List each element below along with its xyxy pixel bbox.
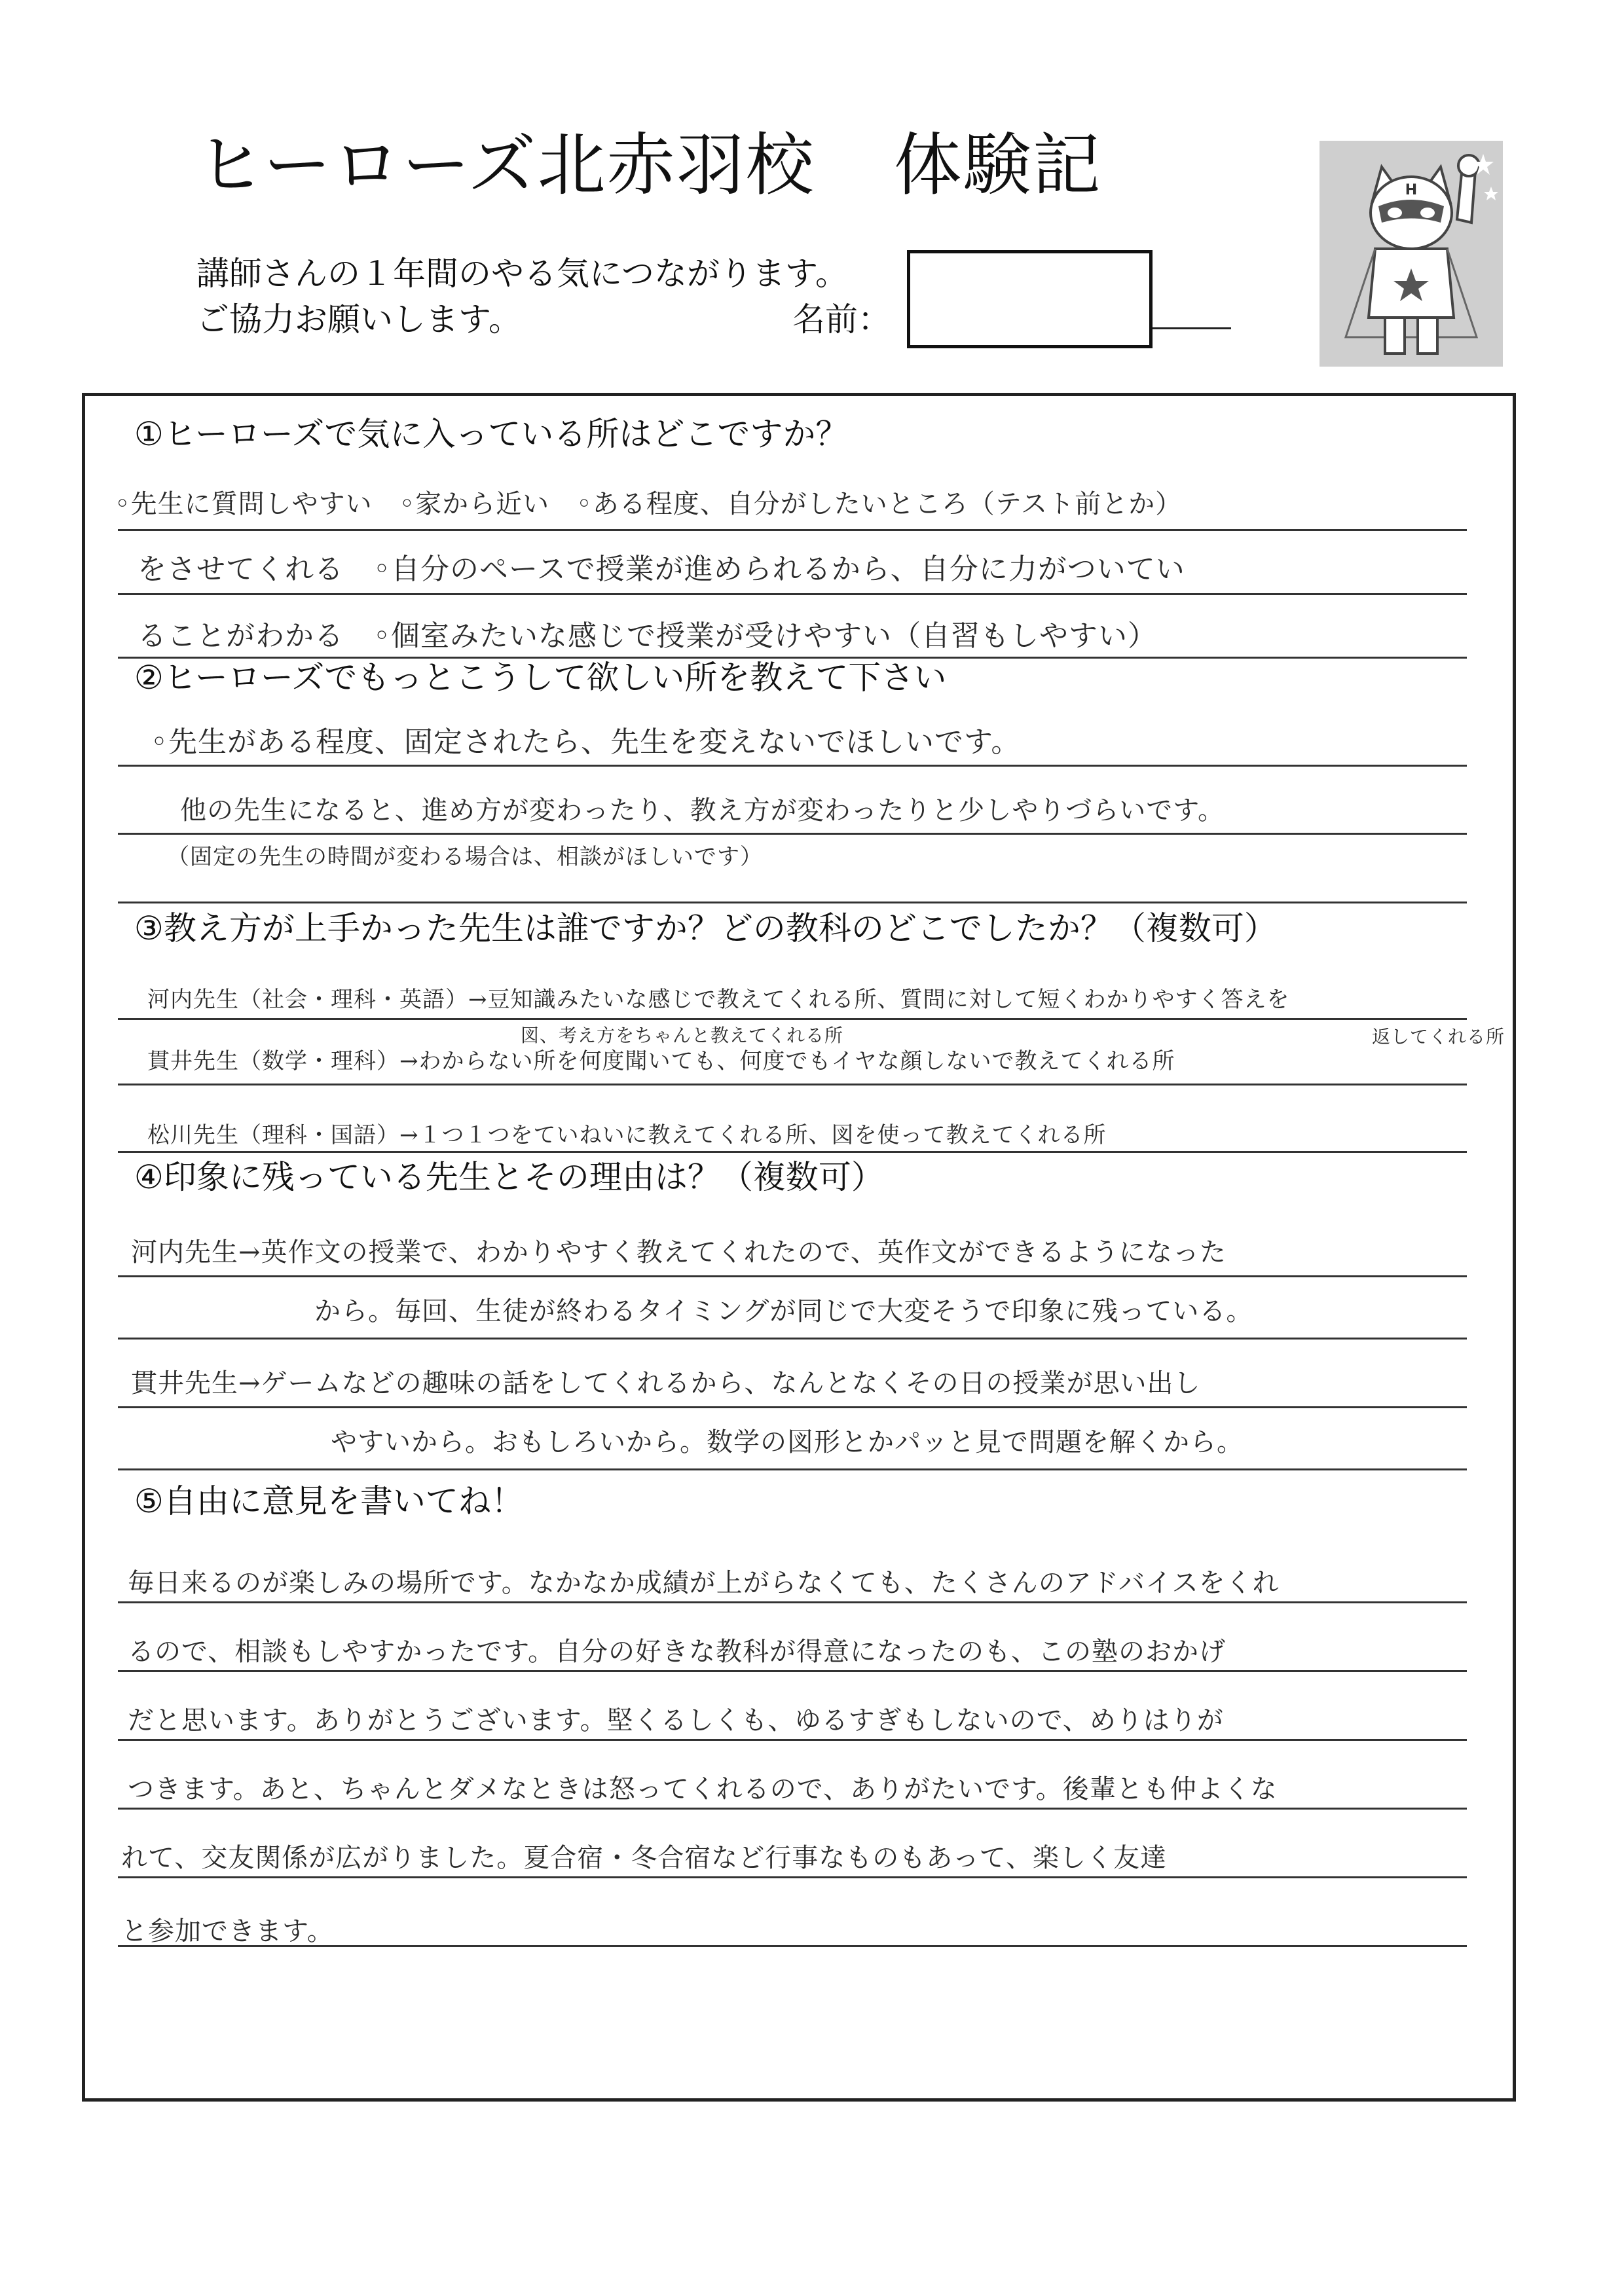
q5-answer-line: と参加できます。: [121, 1916, 334, 1946]
question-2-label: ②ヒーローズでもっとこうして欲しい所を教えて下さい: [134, 659, 947, 697]
subtitle-line-1: 講師さんの１年間のやる気につながります。: [196, 255, 848, 293]
name-underline: [1153, 327, 1231, 329]
q1-answer-line: ることがわかる ◦個室みたいな感じで授業が受けやすい（自習もしやすい）: [138, 619, 1157, 653]
answer-rule: [118, 1945, 1467, 1947]
logo-letter: H: [1405, 182, 1418, 198]
q5-answer-line: れて、交友関係が広がりました。夏合宿・冬合宿など行事なものもあって、楽しく友達: [121, 1843, 1167, 1873]
name-label: 名前：: [792, 301, 891, 338]
answer-rule: [118, 1601, 1467, 1603]
q3-answer-line: 河内先生（社会・理科・英語）→豆知識みたいな感じで教えてくれる所、質問に対して短くわかりやすく答えを: [147, 987, 1290, 1013]
q2-answer-line: （固定の先生の時間が変わる場合は、相談がほしいです）: [167, 844, 763, 870]
answer-rule: [118, 593, 1467, 595]
q4-answer-line: やすいから。おもしろいから。数学の図形とかパッと見で問題を解くから。: [331, 1427, 1244, 1457]
answer-rule: [118, 1338, 1467, 1339]
name-field[interactable]: [907, 250, 1153, 348]
answer-rule: [118, 529, 1467, 531]
q5-answer-line: だと思います。ありがとうございます。堅くるしくも、ゆるすぎもしないので、めりはりが: [128, 1705, 1224, 1736]
question-5-label: ⑤自由に意見を書いてね！: [134, 1482, 524, 1520]
q1-answer-line: をさせてくれる ◦自分のペースで授業が進められるから、自分に力がついてい: [138, 553, 1185, 586]
answer-rule: [118, 765, 1467, 767]
q2-answer-line: 他の先生になると、進め方が変わったり、教え方が変わったりと少しやりづらいです。: [180, 795, 1225, 826]
q3-answer-line: 返してくれる所: [1372, 1026, 1505, 1048]
question-1-label: ①ヒーローズで気に入っている所はどこですか？: [134, 415, 849, 453]
q5-answer-line: るので、相談もしやすかったです。自分の好きな教科が得意になったのも、この塾のおかげ: [128, 1637, 1226, 1667]
q3-answer-line: 松川先生（理科・国語）→１つ１つをていねいに教えてくれる所、図を使って教えてくれる所: [147, 1122, 1107, 1148]
subtitle-line-2: ご協力お願いします。: [196, 301, 521, 338]
answer-rule: [118, 1084, 1467, 1085]
q3-answer-line: 貫井先生（数学・理科）→わからない所を何度聞いても、何度でもイヤな顔しないで教えてくれる所: [147, 1048, 1175, 1074]
answer-rule: [118, 833, 1467, 835]
question-4-label: ④印象に残っている先生とその理由は？（複数可）: [134, 1158, 884, 1196]
answer-rule: [118, 1876, 1467, 1878]
answer-rule: [118, 1275, 1467, 1277]
hero-cat-mascot-icon: [1320, 141, 1503, 367]
q4-answer-line: 貫井先生→ゲームなどの趣味の話をしてくれるから、なんとなくその日の授業が思い出し: [131, 1368, 1201, 1398]
answer-rule: [118, 902, 1467, 903]
school-name: ヒーローズ北赤羽校: [196, 125, 815, 205]
answer-rule: [118, 1406, 1467, 1408]
question-3-label: ③教え方が上手かった先生は誰ですか？どの教科のどこでしたか？（複数可）: [134, 909, 1277, 947]
q2-answer-line: ◦先生がある程度、固定されたら、先生を変えないでほしいです。: [151, 725, 1021, 759]
answer-rule: [118, 1739, 1467, 1741]
answer-rule: [118, 1468, 1467, 1470]
q5-answer-line: つきます。あと、ちゃんとダメなときは怒ってくれるので、ありがたいです。後輩とも仲よくな: [128, 1774, 1278, 1804]
page-title: [196, 125, 1102, 205]
document-type: 体験記: [893, 125, 1102, 205]
q5-answer-line: 毎日来るのが楽しみの場所です。なかなか成績が上がらなくても、たくさんのアドバイスをくれ: [128, 1568, 1280, 1598]
answer-rule: [118, 1018, 1467, 1020]
answer-rule: [118, 1151, 1467, 1153]
q4-answer-line: から。毎回、生徒が終わるタイミングが同じで大変そうで印象に残っている。: [314, 1296, 1253, 1326]
q3-answer-line: 図、考え方をちゃんと教えてくれる所: [521, 1025, 844, 1046]
q1-answer-line: ◦先生に質問しやすい ◦家から近い ◦ある程度、自分がしたいところ（テスト前とか）: [115, 489, 1183, 519]
q4-answer-line: 河内先生→英作文の授業で、わかりやすく教えてくれたので、英作文ができるようになった: [131, 1237, 1227, 1267]
answer-rule: [118, 1670, 1467, 1672]
answer-rule: [118, 1808, 1467, 1810]
